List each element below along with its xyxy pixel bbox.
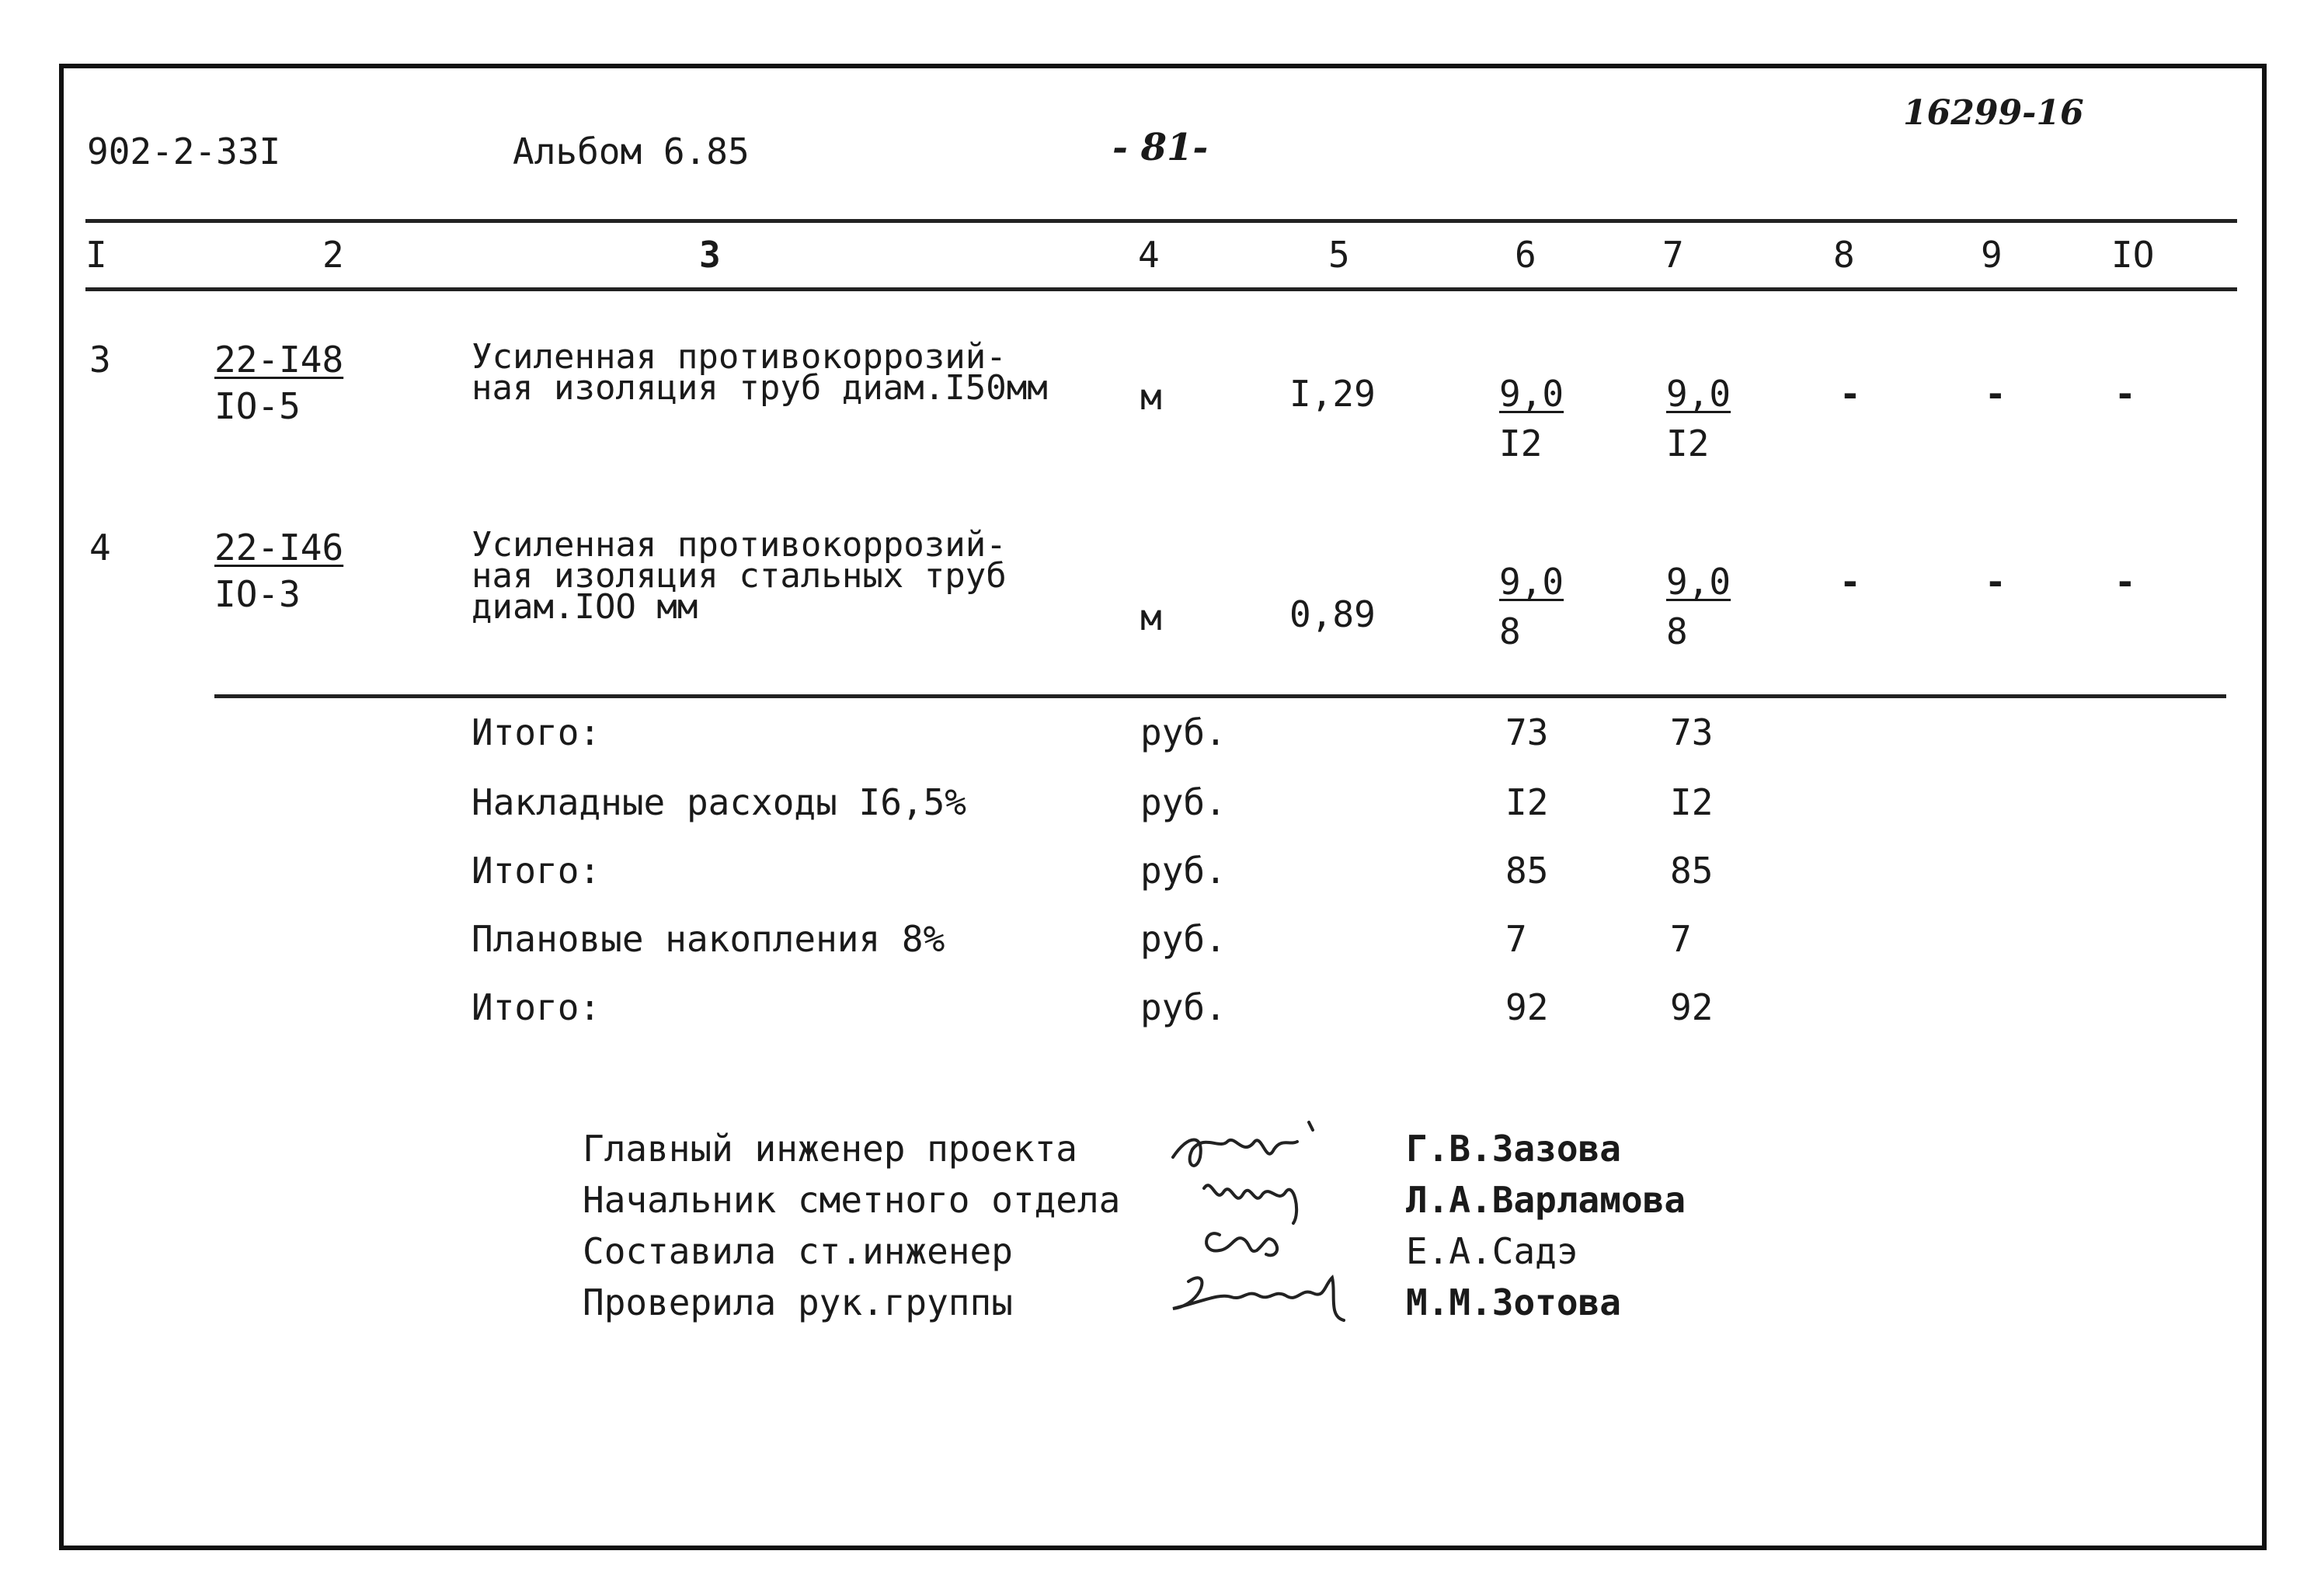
col9-dash: -: [1985, 373, 2006, 415]
doc-code: 902-2-33I: [87, 130, 281, 172]
unit: м: [1140, 376, 1162, 418]
work-description-line: ная изоляция стальных труб: [472, 556, 1007, 596]
signature-scribble-2: [1204, 1185, 1296, 1223]
col9-dash: -: [1985, 561, 2006, 603]
col-header-3: 3: [699, 234, 721, 276]
col6-amount: I2: [1499, 422, 1543, 464]
album-label: Альбом 6.85: [513, 130, 750, 172]
totals-col6: 73: [1505, 711, 1549, 753]
totals-label: Итого:: [472, 986, 601, 1028]
col7-amount: 8: [1666, 610, 1688, 652]
col7-amount: I2: [1666, 422, 1710, 464]
signature-name: М.М.Зотова: [1406, 1281, 1621, 1323]
totals-unit: руб.: [1140, 986, 1227, 1028]
col6-price: 9,0: [1499, 561, 1564, 603]
col-header-8: 8: [1833, 234, 1855, 276]
unit: м: [1140, 596, 1162, 638]
totals-unit: руб.: [1140, 711, 1227, 753]
quantity: I,29: [1289, 373, 1376, 415]
col-header-1: I: [85, 234, 107, 276]
totals-unit: руб.: [1140, 918, 1227, 960]
col10-dash: -: [2114, 561, 2136, 603]
price-code: IO-3: [214, 573, 301, 615]
col-header-6: 6: [1515, 234, 1536, 276]
signature-role: Составила ст.инженер: [583, 1230, 1013, 1272]
totals-col7: 7: [1670, 918, 1692, 960]
totals-unit: руб.: [1140, 850, 1227, 892]
totals-col6: I2: [1505, 781, 1549, 823]
totals-col7: 73: [1670, 711, 1714, 753]
totals-col6: 85: [1505, 850, 1549, 892]
totals-unit: руб.: [1140, 781, 1227, 823]
col6-amount: 8: [1499, 610, 1521, 652]
totals-label: Итого:: [472, 711, 601, 753]
totals-col6: 7: [1505, 918, 1527, 960]
col8-dash: -: [1839, 561, 1861, 603]
totals-label: Накладные расходы I6,5%: [472, 781, 966, 823]
handwritten-signatures: [1157, 1103, 1390, 1336]
signature-role: Главный инженер проекта: [583, 1128, 1077, 1170]
totals-col7: 85: [1670, 850, 1714, 892]
col6-price: 9,0: [1499, 373, 1564, 415]
col10-dash: -: [2114, 373, 2136, 415]
col7-price: 9,0: [1666, 561, 1731, 603]
totals-col6: 92: [1505, 986, 1549, 1028]
totals-label: Плановые накопления 8%: [472, 918, 945, 960]
col-header-10: IO: [2111, 234, 2155, 276]
archive-number: 16299-16: [1903, 93, 2084, 133]
signature-name: Л.А.Варламова: [1406, 1179, 1686, 1221]
col8-dash: -: [1839, 373, 1861, 415]
work-description-line: диам.IOO мм: [472, 587, 698, 627]
col-header-4: 4: [1138, 234, 1160, 276]
work-description-line: Усиленная противокоррозий-: [472, 525, 1007, 565]
col-header-2: 2: [322, 234, 344, 276]
totals-rule: [214, 694, 2226, 698]
totals-col7: 92: [1670, 986, 1714, 1028]
col-header-9: 9: [1981, 234, 2003, 276]
page-number: - 81-: [1112, 126, 1209, 169]
price-code: IO-5: [214, 385, 301, 427]
totals-label: Итого:: [472, 850, 601, 892]
work-description-line: ная изоляция труб диам.I50мм: [472, 368, 1048, 408]
row-number: 3: [89, 339, 111, 381]
signature-scribble-3: [1206, 1233, 1277, 1255]
totals-col7: I2: [1670, 781, 1714, 823]
col7-price: 9,0: [1666, 373, 1731, 415]
signature-scribble-1: [1173, 1122, 1313, 1166]
row-number: 4: [89, 527, 111, 569]
work-description-line: Усиленная противокоррозий-: [472, 337, 1007, 377]
header-rule-bottom: [85, 287, 2237, 291]
signature-name: Г.В.Зазова: [1406, 1128, 1621, 1170]
col-header-5: 5: [1328, 234, 1350, 276]
quantity: 0,89: [1289, 593, 1376, 635]
signature-role: Проверила рук.группы: [583, 1281, 1013, 1323]
signature-scribble-4: [1173, 1278, 1344, 1320]
signature-role: Начальник сметного отдела: [583, 1179, 1121, 1221]
norm-code: 22-I48: [214, 339, 344, 381]
norm-code: 22-I46: [214, 527, 344, 569]
signature-name: Е.А.Садэ: [1406, 1230, 1578, 1272]
header-rule-top: [85, 219, 2237, 223]
col-header-7: 7: [1662, 234, 1684, 276]
